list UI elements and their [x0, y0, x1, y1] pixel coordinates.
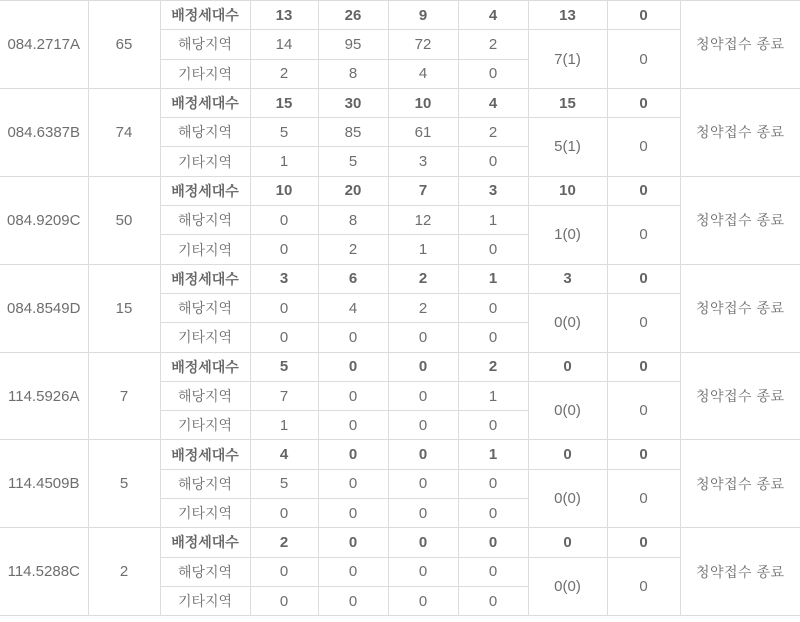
cell-value: 13 — [528, 1, 607, 30]
row-label-local-region: 해당지역 — [160, 206, 250, 235]
status-subscription-closed: 청약접수 종료 — [680, 176, 800, 264]
total-supply-count: 2 — [88, 528, 160, 616]
cell-value: 13 — [250, 1, 318, 30]
cell-value: 0 — [458, 586, 528, 615]
table-row — [0, 88, 800, 117]
cell-value: 1 — [458, 264, 528, 293]
cell-value: 2 — [458, 352, 528, 381]
cell-value: 14 — [250, 30, 318, 59]
table-row — [0, 176, 800, 205]
row-label-other-region: 기타지역 — [160, 323, 250, 352]
merged-cell-value: 0 — [607, 381, 680, 440]
merged-cell-value: 0 — [607, 30, 680, 89]
merged-cell-value: 0(0) — [528, 469, 607, 528]
cell-value: 0 — [318, 323, 388, 352]
cell-value: 2 — [388, 293, 458, 322]
unit-type-code: 084.8549D — [0, 264, 88, 352]
cell-value: 5 — [250, 469, 318, 498]
cell-value: 0 — [250, 235, 318, 264]
cell-value: 12 — [388, 206, 458, 235]
cell-value: 0 — [607, 88, 680, 117]
cell-value: 0 — [318, 440, 388, 469]
cell-value: 4 — [250, 440, 318, 469]
cell-value: 0 — [318, 411, 388, 440]
cell-value: 7 — [388, 176, 458, 205]
cell-value: 85 — [318, 118, 388, 147]
cell-value: 0 — [458, 499, 528, 528]
cell-value: 3 — [388, 147, 458, 176]
cell-value: 0 — [458, 528, 528, 557]
row-label-assigned-households: 배정세대수 — [160, 1, 250, 30]
merged-cell-value: 5(1) — [528, 118, 607, 177]
cell-value: 0 — [607, 352, 680, 381]
cell-value: 1 — [388, 235, 458, 264]
cell-value: 0 — [607, 1, 680, 30]
status-subscription-closed: 청약접수 종료 — [680, 1, 800, 89]
row-label-other-region: 기타지역 — [160, 411, 250, 440]
cell-value: 2 — [318, 235, 388, 264]
cell-value: 26 — [318, 1, 388, 30]
row-label-assigned-households: 배정세대수 — [160, 176, 250, 205]
cell-value: 4 — [458, 88, 528, 117]
merged-cell-value: 0(0) — [528, 293, 607, 352]
cell-value: 0 — [388, 323, 458, 352]
cell-value: 0 — [458, 235, 528, 264]
cell-value: 2 — [388, 264, 458, 293]
unit-type-code: 114.5288C — [0, 528, 88, 616]
total-supply-count: 74 — [88, 88, 160, 176]
cell-value: 0 — [607, 440, 680, 469]
cell-value: 10 — [250, 176, 318, 205]
total-supply-count: 7 — [88, 352, 160, 440]
merged-cell-value: 0 — [607, 293, 680, 352]
table-row — [0, 528, 800, 557]
cell-value: 0 — [607, 528, 680, 557]
total-supply-count: 65 — [88, 1, 160, 89]
cell-value: 0 — [458, 411, 528, 440]
cell-value: 4 — [318, 293, 388, 322]
merged-cell-value: 0(0) — [528, 557, 607, 616]
cell-value: 0 — [250, 557, 318, 586]
row-label-local-region: 해당지역 — [160, 30, 250, 59]
cell-value: 5 — [250, 352, 318, 381]
cell-value: 2 — [250, 528, 318, 557]
total-supply-count: 50 — [88, 176, 160, 264]
cell-value: 61 — [388, 118, 458, 147]
row-label-local-region: 해당지역 — [160, 118, 250, 147]
cell-value: 4 — [458, 1, 528, 30]
cell-value: 0 — [388, 557, 458, 586]
cell-value: 5 — [318, 147, 388, 176]
cell-value: 0 — [388, 352, 458, 381]
cell-value: 2 — [458, 118, 528, 147]
cell-value: 0 — [318, 528, 388, 557]
cell-value: 0 — [318, 586, 388, 615]
unit-type-code: 114.5926A — [0, 352, 88, 440]
cell-value: 0 — [250, 206, 318, 235]
cell-value: 0 — [388, 381, 458, 410]
row-label-assigned-households: 배정세대수 — [160, 264, 250, 293]
cell-value: 15 — [528, 88, 607, 117]
cell-value: 0 — [458, 557, 528, 586]
unit-type-code: 084.9209C — [0, 176, 88, 264]
status-subscription-closed: 청약접수 종료 — [680, 88, 800, 176]
cell-value: 0 — [458, 147, 528, 176]
cell-value: 0 — [250, 586, 318, 615]
row-label-assigned-households: 배정세대수 — [160, 528, 250, 557]
cell-value: 0 — [318, 499, 388, 528]
cell-value: 3 — [458, 176, 528, 205]
cell-value: 4 — [388, 59, 458, 88]
status-subscription-closed: 청약접수 종료 — [680, 440, 800, 528]
cell-value: 0 — [318, 352, 388, 381]
merged-cell-value: 7(1) — [528, 30, 607, 89]
cell-value: 9 — [388, 1, 458, 30]
row-label-local-region: 해당지역 — [160, 469, 250, 498]
cell-value: 95 — [318, 30, 388, 59]
unit-type-code: 114.4509B — [0, 440, 88, 528]
cell-value: 0 — [388, 586, 458, 615]
cell-value: 72 — [388, 30, 458, 59]
merged-cell-value: 0 — [607, 557, 680, 616]
cell-value: 1 — [250, 147, 318, 176]
cell-value: 7 — [250, 381, 318, 410]
cell-value: 30 — [318, 88, 388, 117]
cell-value: 0 — [528, 528, 607, 557]
cell-value: 2 — [250, 59, 318, 88]
cell-value: 1 — [458, 440, 528, 469]
row-label-assigned-households: 배정세대수 — [160, 440, 250, 469]
cell-value: 3 — [250, 264, 318, 293]
row-label-other-region: 기타지역 — [160, 59, 250, 88]
row-label-other-region: 기타지역 — [160, 499, 250, 528]
cell-value: 0 — [388, 499, 458, 528]
row-label-local-region: 해당지역 — [160, 557, 250, 586]
row-label-other-region: 기타지역 — [160, 235, 250, 264]
cell-value: 0 — [318, 557, 388, 586]
unit-type-code: 084.2717A — [0, 1, 88, 89]
cell-value: 0 — [388, 411, 458, 440]
cell-value: 0 — [250, 499, 318, 528]
cell-value: 5 — [250, 118, 318, 147]
cell-value: 1 — [458, 381, 528, 410]
status-subscription-closed: 청약접수 종료 — [680, 264, 800, 352]
table-row — [0, 440, 800, 469]
cell-value: 8 — [318, 206, 388, 235]
cell-value: 0 — [528, 352, 607, 381]
cell-value: 15 — [250, 88, 318, 117]
row-label-assigned-households: 배정세대수 — [160, 88, 250, 117]
row-label-assigned-households: 배정세대수 — [160, 352, 250, 381]
cell-value: 0 — [388, 440, 458, 469]
merged-cell-value: 0(0) — [528, 381, 607, 440]
cell-value: 2 — [458, 30, 528, 59]
cell-value: 0 — [250, 323, 318, 352]
total-supply-count: 5 — [88, 440, 160, 528]
cell-value: 0 — [458, 469, 528, 498]
cell-value: 0 — [458, 293, 528, 322]
total-supply-count: 15 — [88, 264, 160, 352]
table-row — [0, 264, 800, 293]
merged-cell-value: 0 — [607, 118, 680, 177]
merged-cell-value: 1(0) — [528, 206, 607, 265]
cell-value: 1 — [250, 411, 318, 440]
cell-value: 0 — [388, 469, 458, 498]
cell-value: 0 — [388, 528, 458, 557]
cell-value: 0 — [458, 59, 528, 88]
cell-value: 0 — [318, 381, 388, 410]
row-label-local-region: 해당지역 — [160, 293, 250, 322]
cell-value: 1 — [458, 206, 528, 235]
row-label-local-region: 해당지역 — [160, 381, 250, 410]
cell-value: 3 — [528, 264, 607, 293]
cell-value: 0 — [607, 264, 680, 293]
table-row — [0, 1, 800, 30]
unit-type-code: 084.6387B — [0, 88, 88, 176]
cell-value: 0 — [250, 293, 318, 322]
cell-value: 0 — [528, 440, 607, 469]
cell-value: 6 — [318, 264, 388, 293]
merged-cell-value: 0 — [607, 206, 680, 265]
cell-value: 8 — [318, 59, 388, 88]
table-row — [0, 352, 800, 381]
cell-value: 0 — [458, 323, 528, 352]
cell-value: 10 — [528, 176, 607, 205]
cell-value: 10 — [388, 88, 458, 117]
row-label-other-region: 기타지역 — [160, 147, 250, 176]
status-subscription-closed: 청약접수 종료 — [680, 528, 800, 616]
cell-value: 0 — [318, 469, 388, 498]
status-subscription-closed: 청약접수 종료 — [680, 352, 800, 440]
cell-value: 20 — [318, 176, 388, 205]
merged-cell-value: 0 — [607, 469, 680, 528]
row-label-other-region: 기타지역 — [160, 586, 250, 615]
cell-value: 0 — [607, 176, 680, 205]
